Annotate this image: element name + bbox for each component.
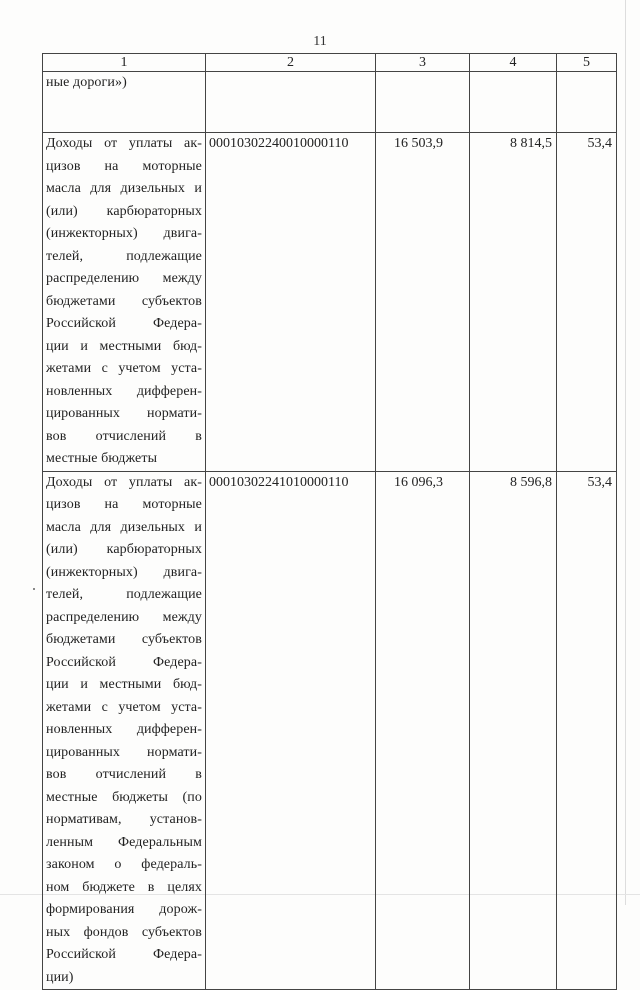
desc-line: жетами с учетом уста- (46, 361, 202, 376)
desc-line: жетами с учетом уста- (46, 699, 202, 715)
continued-col5 (557, 72, 617, 133)
row-description (43, 471, 206, 990)
desc-line: (или) карбюраторных (46, 542, 202, 557)
header-row (43, 54, 617, 72)
desc-line: Российской Федера- (46, 654, 202, 670)
row-col4: 8 596,8 (470, 471, 557, 990)
budget-table (42, 53, 617, 990)
desc-line: новленных дифферен- (46, 722, 202, 737)
continued-col4 (470, 72, 557, 133)
desc-line: распределению между (46, 271, 202, 286)
table-row (43, 133, 617, 472)
header-col-1: 1 (43, 54, 206, 72)
row-col3: 16 503,9 (376, 133, 470, 472)
table-row (43, 471, 617, 990)
desc-line: законом о федераль- (46, 857, 202, 872)
desc-line: бюджетами субъектов (46, 632, 202, 647)
row-col3: 16 096,3 (376, 471, 470, 990)
desc-line: Российской Федера- (46, 947, 202, 962)
row-code: 00010302240010000110 (206, 133, 376, 472)
desc-line: цизов на моторные (46, 497, 202, 512)
scan-speck (33, 588, 35, 590)
desc-line: (или) карбюраторных (46, 203, 202, 219)
row-col5: 53,4 (557, 471, 617, 990)
desc-line: ном бюджете в целях (46, 879, 202, 895)
desc-line: ных фондов субъектов (46, 924, 202, 940)
desc-line: ции) (46, 969, 74, 985)
desc-line: вов отчислений в (46, 767, 202, 782)
page-number: 11 (313, 34, 327, 49)
desc-line: цированных нормати- (46, 744, 202, 760)
desc-line: цированных нормати- (46, 406, 202, 421)
desc-line: телей, подлежащие (46, 587, 202, 602)
row-col4: 8 814,5 (470, 133, 557, 472)
desc-line: Российской Федера- (46, 316, 202, 331)
desc-line: ленным Федеральным (46, 834, 202, 850)
desc-line: формирования дорож- (46, 902, 202, 917)
desc-line: телей, подлежащие (46, 248, 202, 264)
header-col-3: 3 (376, 54, 470, 72)
desc-line: цизов на моторные (46, 158, 202, 174)
desc-line: ции и местными бюд- (46, 338, 202, 354)
desc-line: вов отчислений в (46, 428, 202, 444)
desc-line: распределению между (46, 609, 202, 625)
continued-description: ные дороги») (43, 72, 206, 133)
header-col-2: 2 (206, 54, 376, 72)
desc-line: масла для дизельных и (46, 181, 202, 196)
desc-line: бюджетами субъектов (46, 293, 202, 309)
header-col-4: 4 (470, 54, 557, 72)
header-col-5: 5 (557, 54, 617, 72)
page-edge-right (625, 0, 626, 905)
desc-line: ции и местными бюд- (46, 677, 202, 692)
row-col5: 53,4 (557, 133, 617, 472)
row-description (43, 133, 206, 472)
desc-line: Доходы от уплаты ак- (46, 474, 202, 490)
desc-line: местные бюджеты (по (46, 789, 202, 805)
continued-row (43, 72, 617, 133)
desc-line: Доходы от уплаты ак- (46, 136, 202, 151)
continued-code (206, 72, 376, 133)
desc-line: (инжекторных) двига- (46, 564, 202, 580)
desc-line: масла для дизельных и (46, 519, 202, 535)
desc-line: новленных дифферен- (46, 383, 202, 399)
continued-col3 (376, 72, 470, 133)
desc-line: местные бюджеты (46, 451, 158, 466)
row-code: 00010302241010000110 (206, 471, 376, 990)
desc-line: (инжекторных) двига- (46, 226, 202, 241)
desc-line: нормативам, установ- (46, 812, 202, 827)
